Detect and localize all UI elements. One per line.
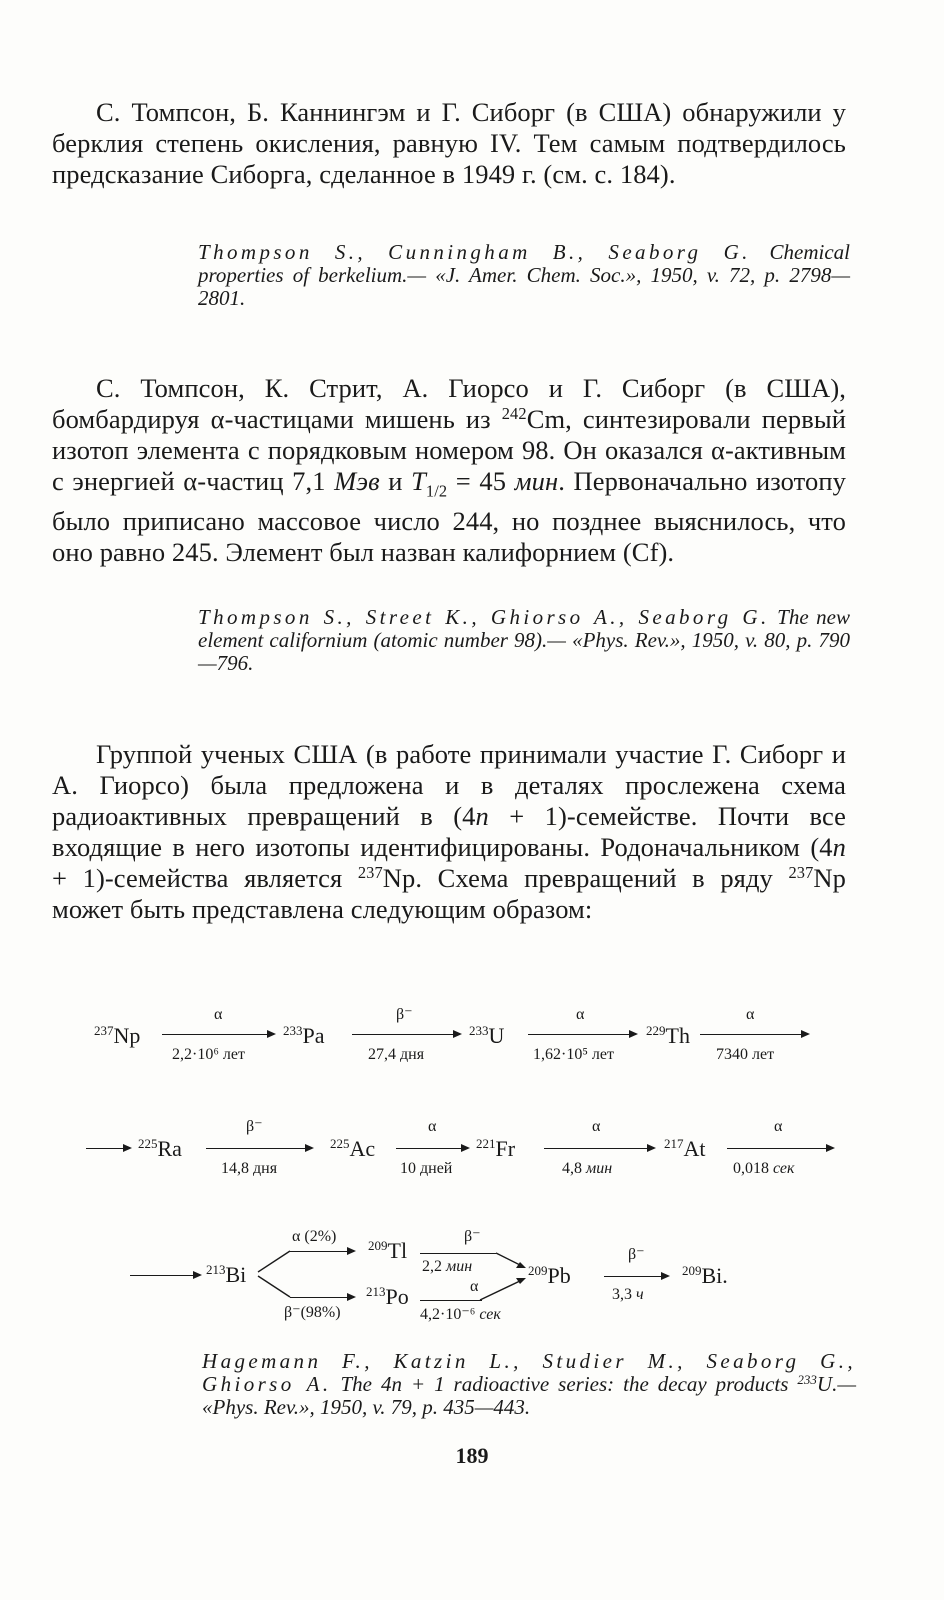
- mass-number: 237: [788, 862, 814, 882]
- nuclide-np237: $^{237}$Np: [94, 1023, 141, 1048]
- nuclide-ra225: $^{225}$Ra: [138, 1136, 182, 1161]
- decay-mode-label: α: [592, 1118, 601, 1135]
- mass-number: 237: [357, 862, 383, 882]
- decay-arrow: [206, 1148, 312, 1149]
- decay-mode-label: α: [428, 1118, 437, 1135]
- decay-arrow: [290, 1297, 354, 1298]
- nuclide-ac225: $^{225}$Ac: [330, 1136, 376, 1161]
- half-life-label: 10 дней: [400, 1160, 453, 1177]
- variable-n: n: [475, 801, 489, 831]
- nuclide-po213: $^{213}$Po: [366, 1284, 409, 1309]
- half-life-label: 0,018 сек: [733, 1160, 795, 1177]
- decay-arrow: [86, 1148, 130, 1149]
- decay-arrow: [162, 1034, 274, 1035]
- nuclide-tl209: $^{209}$Tl: [368, 1238, 408, 1263]
- text-run: Cm, синтезировали первый изотоп элемента с порядковым номером 98. Он оказался α-активным с энергией α-частиц 7,1: [52, 404, 846, 496]
- text-run: + 1)-семейства является: [52, 863, 358, 893]
- variable-n: n: [832, 832, 846, 862]
- decay-arrow: [604, 1276, 668, 1277]
- nuclide-at217: $^{217}$At: [664, 1136, 706, 1161]
- decay-arrow: [700, 1034, 808, 1035]
- decay-mode-label: α: [214, 1006, 223, 1023]
- unit-text: мин: [514, 466, 559, 496]
- decay-arrow: [352, 1034, 460, 1035]
- nuclide-u233: $^{233}$U: [469, 1023, 505, 1048]
- half-life-label: 14,8 дня: [221, 1160, 278, 1177]
- decay-mode-label: β⁻: [464, 1228, 481, 1245]
- unit-text: Мэв: [334, 466, 380, 496]
- reference-authors: Thompson S., Street K., Ghiorso A., Seaborg G.: [198, 605, 770, 629]
- decay-line: [420, 1300, 482, 1301]
- text-run: Группой ученых США (в работе принимали участие Г. Сиборг и А. Гиорсо) была предложена и в деталях прослежена схема радиоактивных превращений в (4: [52, 739, 846, 831]
- text-run: . Первоначально изотопу было приписано массовое число 244, но позднее выяснилось, что оно равно 245. Элемент был назван калифорнием (Cf).: [52, 466, 846, 568]
- decay-mode-label: β⁻: [246, 1118, 263, 1135]
- branch-beta-label: β⁻(98%): [284, 1304, 341, 1321]
- branch-alpha-label: α (2%): [292, 1228, 337, 1245]
- half-life-label: 4,8 мин: [562, 1160, 613, 1177]
- page-number: 189: [455, 1443, 489, 1468]
- decay-arrow: [544, 1148, 654, 1149]
- decay-arrow: [290, 1251, 354, 1252]
- reference-citation: The 4n + 1 radioactive series: the decay products: [340, 1372, 798, 1396]
- reference-citation: Chemical properties of berkelium.— «J. Amer. Chem. Soc.», 1950, v. 72, p. 2798—2801.: [198, 240, 851, 310]
- half-life-subscript: 1/2: [425, 481, 448, 501]
- text-run: С. Томпсон, К. Стрит, А. Гиорсо и Г. Сиборг (в США), бомбардируя α-частицами мишень из: [52, 373, 846, 434]
- text-run: и: [379, 466, 412, 496]
- decay-arrow: [130, 1275, 200, 1276]
- mass-number: 242: [501, 403, 527, 423]
- decay-mode-label: α: [576, 1006, 585, 1023]
- reference-authors: Thompson S., Cunningham B., Seaborg G.: [198, 240, 751, 264]
- paragraph-berkelium: С. Томпсон, Б. Каннингэм и Г. Сиборг (в США) обнаружили у берклия степень окисления, равную IV. Тем самым подтвердилось предсказание Сиборга, сделанное в 1949 г. (см. с. 184).: [52, 97, 846, 189]
- nuclide-bi213: $^{213}$Bi: [206, 1262, 247, 1287]
- reference-citation: U.— «Phys. Rev.», 1950, v. 79, p. 435—443.: [202, 1372, 857, 1419]
- mass-number: 233: [797, 1371, 817, 1387]
- reference-citation: The new element californium (atomic number 98).— «Phys. Rev.», 1950, v. 80, p. 790—796.: [198, 605, 850, 675]
- reference-authors: Hagemann F., Katzin L., Studier M., Seaborg G., Ghiorso A.: [202, 1349, 856, 1396]
- nuclide-pa233: $^{233}$Pa: [283, 1023, 325, 1048]
- text-run: Np. Схема превращений в ряду: [382, 863, 789, 893]
- decay-arrow: [396, 1148, 468, 1149]
- half-life-label: 7340 лет: [716, 1046, 775, 1063]
- decay-mode-label: β⁻: [396, 1006, 413, 1023]
- decay-mode-label: β⁻: [628, 1246, 645, 1263]
- decay-arrow: [528, 1034, 636, 1035]
- decay-mode-label: α: [470, 1278, 479, 1295]
- nuclide-pb209: $^{209}$Pb: [528, 1263, 571, 1288]
- decay-line: [420, 1253, 496, 1254]
- half-life-symbol: T: [411, 466, 426, 496]
- decay-mode-label: α: [774, 1118, 783, 1135]
- half-life-label: 2,2·10⁶ лет: [172, 1046, 245, 1063]
- half-life-label: 2,2 мин: [422, 1258, 473, 1275]
- half-life-label: 3,3 ч: [612, 1286, 644, 1303]
- half-life-label: 27,4 дня: [368, 1046, 425, 1063]
- text-run: Np может быть представлена следующим образом:: [52, 863, 846, 924]
- reference-decay-series: [202, 1350, 856, 1419]
- decay-arrow: [727, 1148, 833, 1149]
- decay-mode-label: α: [746, 1006, 755, 1023]
- half-life-label: 4,2·10⁻⁶ сек: [420, 1306, 501, 1323]
- text-run: = 45: [447, 466, 515, 496]
- nuclide-bi209: $^{209}$Bi.: [682, 1263, 728, 1288]
- half-life-label: 1,62·10⁵ лет: [533, 1046, 614, 1063]
- nuclide-fr221: $^{221}$Fr: [476, 1136, 516, 1161]
- text-run: + 1)-семействе. Почти все входящие в него изотопы идентифицированы. Родоначальником (4: [52, 801, 846, 862]
- nuclide-th229: $^{229}$Th: [646, 1023, 690, 1048]
